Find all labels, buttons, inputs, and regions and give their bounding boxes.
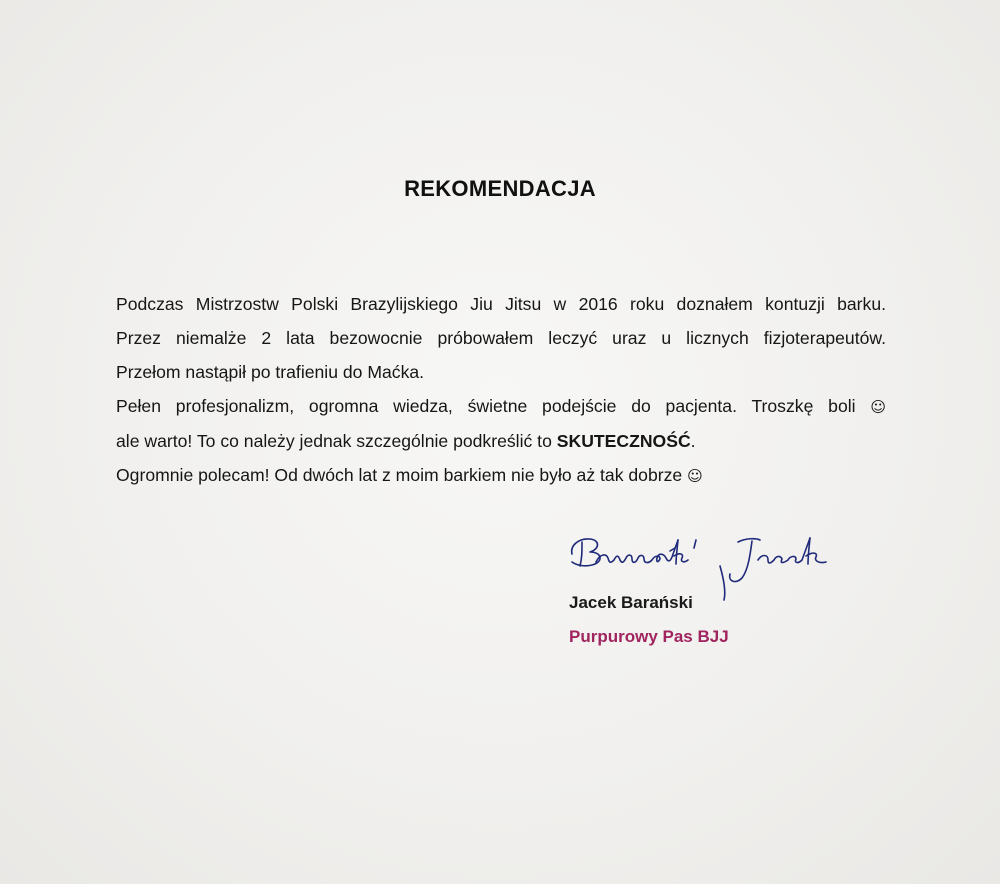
body-line-6 (116, 458, 886, 493)
body-line-4 (116, 389, 886, 424)
document-title: REKOMENDACJA (404, 176, 596, 201)
body-line-6-text: Ogromnie polecam! Od dwóch lat z moim barkiem nie było aż tak dobrze (116, 465, 683, 485)
signer-name: Jacek Barański (569, 593, 693, 612)
body-line-4-text: Pełen profesjonalizm, ogromna wiedza, świetne podejście do pacjenta. Troszkę boli (116, 396, 856, 416)
body-line-1: Podczas Mistrzostw Polski Brazylijskiego Jiu Jitsu w 2016 roku doznałem kontuzji barku. (116, 294, 886, 314)
body-line-2: Przez niemalże 2 lata bezowocnie próbowałem leczyć uraz u licznych fizjoterapeutów. (116, 328, 886, 348)
body-line-5-text: ale warto! To co należy jednak szczególnie podkreślić to (116, 431, 552, 451)
smiley-icon: ☺ (687, 467, 703, 485)
effectiveness-emphasis: SKUTECZNOŚĆ (556, 431, 691, 451)
handwritten-signature (560, 522, 840, 602)
smiley-icon: ☺ (870, 398, 887, 416)
body-line-5-end: . (690, 431, 696, 451)
body-line-5 (116, 424, 886, 458)
recommendation-body (116, 287, 886, 493)
signer-rank: Purpurowy Pas BJJ (569, 627, 729, 646)
body-line-3: Przełom nastąpił po trafieniu do Maćka. (116, 362, 425, 382)
